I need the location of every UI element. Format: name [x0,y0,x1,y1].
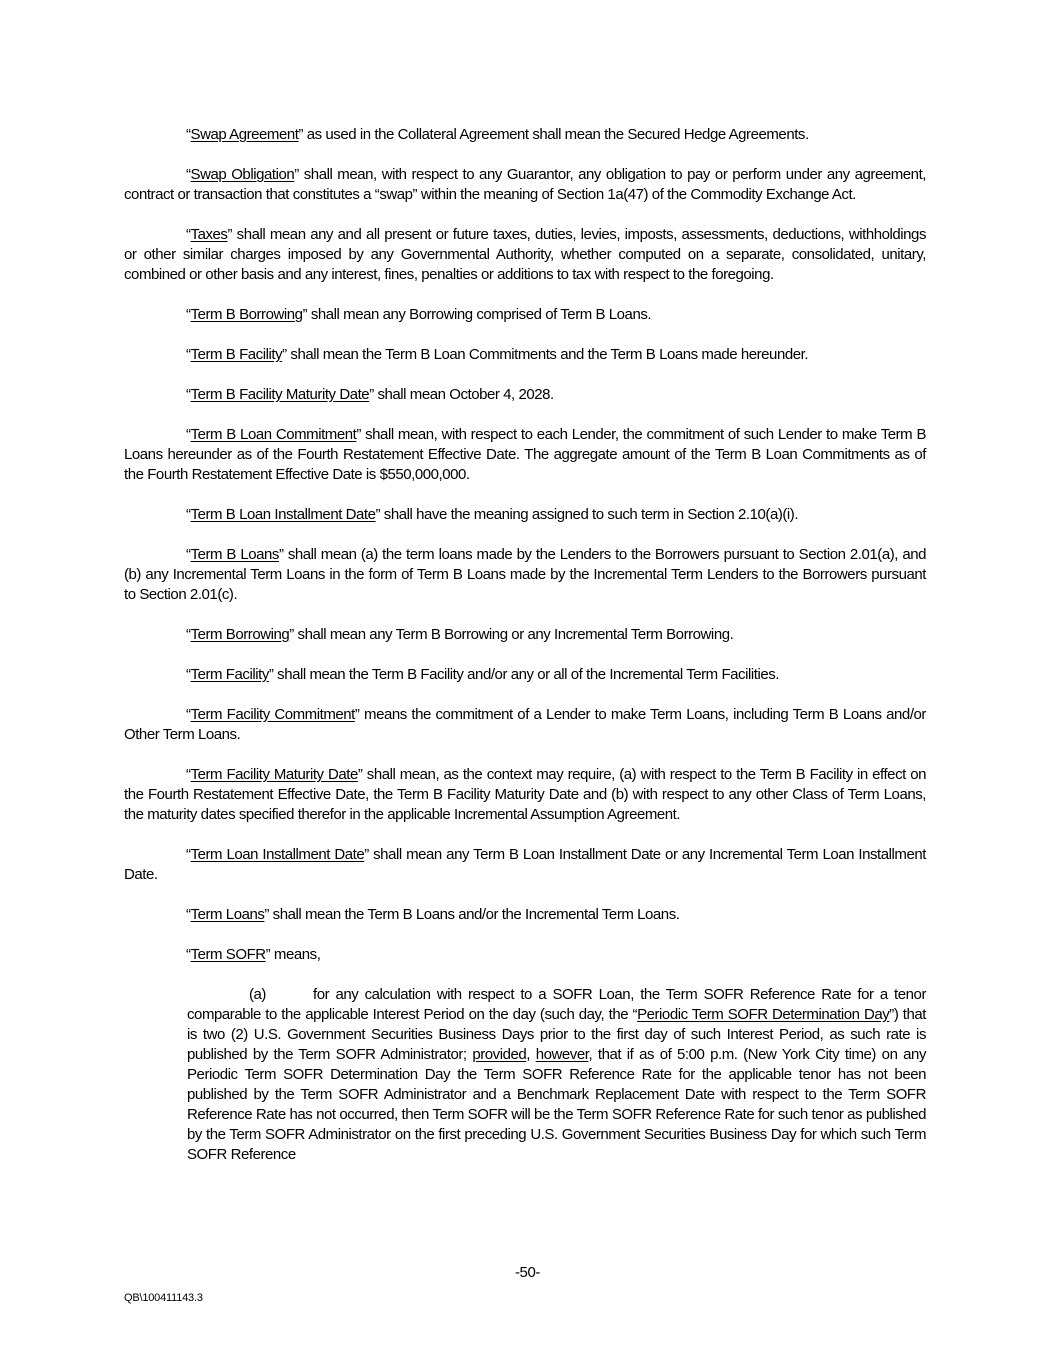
definition-swap-agreement [124,125,926,145]
definition-body: shall mean the Term B Loan Commitments and the Term B Loans made hereunder. [286,346,809,363]
defined-term: Term SOFR [190,946,266,963]
open-quote: “ [186,766,191,783]
open-quote: “ [186,546,191,563]
definition-body: shall mean, with respect to any Guarantor, any obligation to pay or perform under any agreement, contract or transaction that constitutes a “swap” within the meaning of Section 1a(47) of the Commodity Exchange Act. [124,166,927,203]
close-quote: ” [282,346,287,363]
close-quote: ” [354,706,360,723]
definition-body: shall mean, with respect to each Lender, the commitment of such Lender to make Term B Loans hereunder as of the Fourth Restatement Effective Date. The aggregate amount of the Term B Loan Commitments as of the Fourth Restatement Effective Date is $550,000,000. [124,426,926,483]
close-quote: ” [356,426,361,443]
defined-term: Swap Agreement [190,126,299,143]
definition-term-sofr [124,945,926,965]
defined-term: Term B Loans [190,546,279,563]
definition-term-b-loan-commitment [124,425,926,485]
open-quote: “ [186,126,191,143]
open-quote: “ [186,306,191,323]
open-quote: “ [186,906,191,923]
close-quote: ” [364,846,369,863]
open-quote: “ [186,626,191,643]
however-term: however [535,1046,589,1063]
definition-body: shall mean any and all present or future taxes, duties, levies, imposts, assessments, deductions, withholdings or other similar charges imposed by any Governmental Authority, whether computed on a separate, consolidated, unitary, combined or other basis and any interest, fines, penalties or additions to tax with respect to the foregoing. [124,226,926,283]
defined-term: Term Facility Commitment [190,706,355,723]
definition-body: as used in the Collateral Agreement shall mean the Secured Hedge Agreements. [303,126,809,143]
definition-body: shall mean October 4, 2028. [373,386,554,403]
defined-term: Term Loan Installment Date [190,846,365,863]
defined-term: Term Facility [190,666,269,683]
definition-term-facility-maturity-date [124,765,926,825]
subclause-comma: , [526,1046,536,1063]
document-id: QB\100411143.3 [124,1292,203,1304]
defined-term: Term B Facility [190,346,283,363]
definition-body: shall mean (a) the term loans made by the Lenders to the Borrowers pursuant to Section 2.01(a), and (b) any Incremental Term Loans in the form of Term B Loans made by the Incremental Term Lenders to the Borrowers pursuant to Section 2.01(c). [124,546,926,603]
subclause-text: , that if as of 5:00 p.m. (New York City time) on any Periodic Term SOFR Determination Day the Term SOFR Reference Rate for the applicable tenor has not been published by the Term SOFR Administrator and a Benchmark Replacement Date with respect to the Term SOFR Reference Rate has not occurred, then Term SOFR will be the Term SOFR Reference Rate for such tenor as published by the Term SOFR Administrator on the first preceding U.S. Government Securities Business Day for which such Term SOFR Reference [187,1046,926,1163]
definition-body: means the commitment of a Lender to make Term Loans, including Term B Loans and/or Other Term Loans. [124,706,926,743]
definition-term-borrowing [124,625,926,645]
close-quote: ” [294,166,299,183]
close-quote: ” [227,226,233,243]
definition-body: shall mean, as the context may require, (a) with respect to the Term B Facility in effect on the Fourth Restatement Effective Date, the Term B Facility Maturity Date and (b) with respect to any other Class of Term Loans, the maturity dates specified therefor in the applicable Incremental Assumption Agreement. [124,766,926,823]
subclause-text: for any calculation with respect to a SOFR Loan, the Term SOFR Reference Rate for a tenor comparable to the applicable Interest Period on the day (such day, the “ [187,986,926,1023]
definitions-section [124,125,926,1165]
definition-term-loan-installment-date [124,845,926,885]
open-quote: “ [186,426,191,443]
close-quote: ” [298,126,304,143]
subclause-defined-term: Periodic Term SOFR Determination Day [637,1006,890,1023]
definition-term-b-loan-installment-date [124,505,926,525]
open-quote: “ [186,386,191,403]
defined-term: Term Borrowing [190,626,290,643]
definition-term-b-borrowing [124,305,926,325]
open-quote: “ [186,226,191,243]
definition-term-facility-commitment [124,705,926,745]
close-quote: ” [268,666,274,683]
defined-term: Taxes [190,226,228,243]
defined-term: Term Facility Maturity Date [190,766,358,783]
definition-term-loans [124,905,926,925]
open-quote: “ [186,946,191,963]
close-quote: ” [278,546,284,563]
open-quote: “ [186,846,191,863]
defined-term: Term Loans [190,906,265,923]
open-quote: “ [186,166,191,183]
open-quote: “ [186,706,191,723]
subclause-text: ”) that is two (2) U.S. Government Securities Business Days prior to the first day of such Interest Period, as such rate is published by the Term SOFR Administrator; [187,1006,926,1063]
open-quote: “ [186,346,191,363]
defined-term: Swap Obligation [190,166,295,183]
definition-body: shall have the meaning assigned to such term in Section 2.10(a)(i). [380,506,799,523]
defined-term: Term B Loan Commitment [190,426,357,443]
definition-taxes [124,225,926,285]
close-quote: ” [375,506,381,523]
definition-body: shall mean any Term B Borrowing or any Incremental Term Borrowing. [293,626,734,643]
close-quote: ” [265,946,271,963]
definition-swap-obligation [124,165,926,205]
page-number: -50- [514,1264,541,1281]
defined-term: Term B Loan Installment Date [190,506,376,523]
close-quote: ” [302,306,308,323]
definition-body: shall mean any Borrowing comprised of Term B Loans. [307,306,652,323]
open-quote: “ [186,506,191,523]
subclause-label: (a) [249,986,266,1003]
definition-term-facility [124,665,926,685]
definition-body: means, [270,946,321,963]
defined-term: Term B Borrowing [190,306,303,323]
definition-term-b-loans [124,545,926,605]
close-quote: ” [264,906,269,923]
close-quote: ” [369,386,374,403]
definition-body: shall mean any Term B Loan Installment Date or any Incremental Term Loan Installment Date. [124,846,926,883]
definition-term-b-facility-maturity-date [124,385,926,405]
defined-term: Term B Facility Maturity Date [190,386,370,403]
provided-term: provided [472,1046,527,1063]
definition-body: shall mean the Term B Loans and/or the Incremental Term Loans. [268,906,680,923]
open-quote: “ [186,666,191,683]
close-quote: ” [357,766,363,783]
definition-body: shall mean the Term B Facility and/or any or all of the Incremental Term Facilities. [273,666,780,683]
close-quote: ” [289,626,294,643]
term-sofr-subclause-a [187,985,926,1165]
definition-term-b-facility [124,345,926,365]
